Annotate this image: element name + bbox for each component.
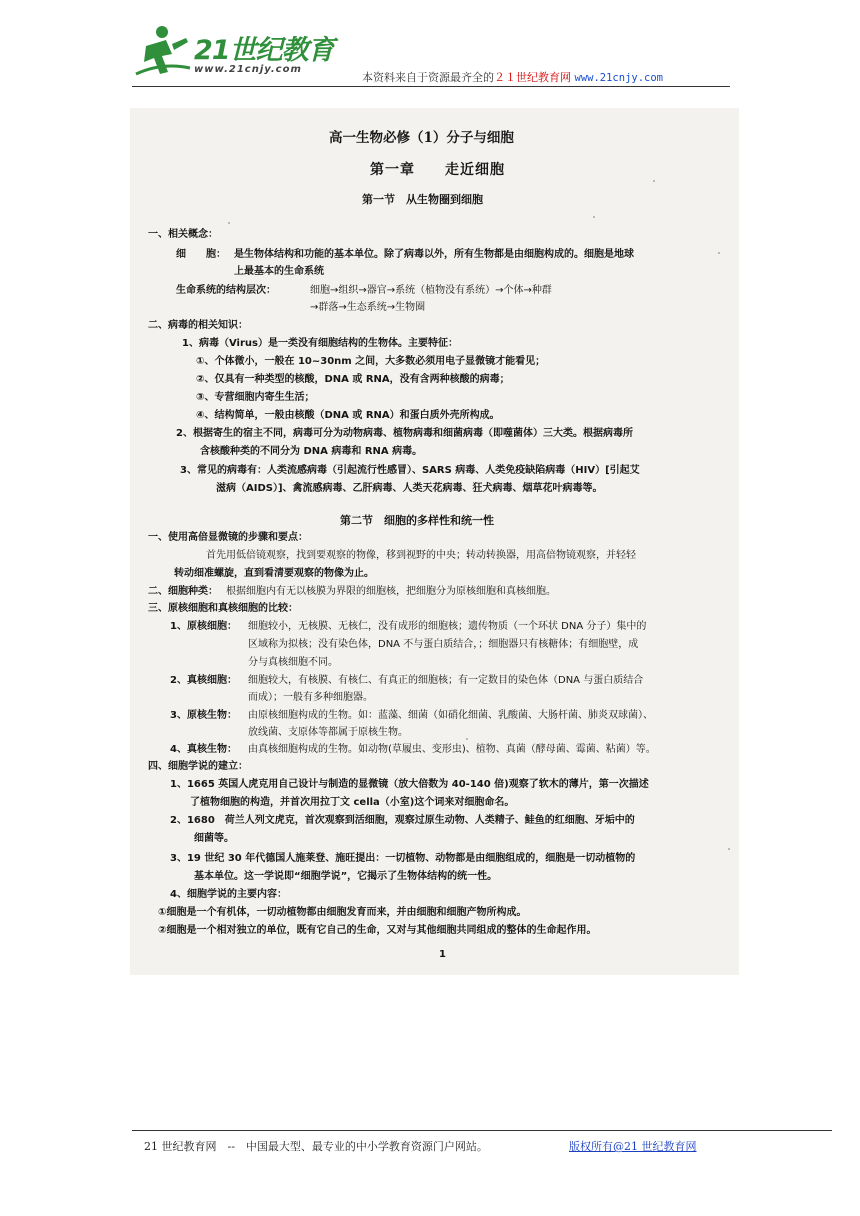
- virus-item-1: 1、病毒（Virus）是一类没有细胞结构的生物体。主要特征：: [182, 338, 458, 349]
- logo-text: 21世纪教育: [194, 35, 334, 66]
- eukaryotic-cell-line2: 而成）；一般有多种细胞器。: [248, 692, 373, 703]
- cell-label: 细 胞：: [176, 249, 226, 260]
- heading-cell-theory: 四、细胞学说的建立：: [148, 761, 248, 772]
- heading-comparison: 三、原核细胞和真核细胞的比较：: [148, 603, 298, 614]
- scan-speck: [653, 180, 655, 182]
- scanned-page-content: [130, 108, 739, 975]
- heading-concepts: 一、相关概念：: [148, 229, 218, 240]
- copyright-link[interactable]: 版权所有@21 世纪教育网: [569, 1140, 697, 1153]
- eukaryote-line1: 由真核细胞构成的生物。如动物(草履虫、变形虫)、植物、真菌（酵母菌、霉菌、粘菌）等。: [248, 744, 656, 755]
- logo-url: www.21cnjy.com: [194, 64, 302, 75]
- prokaryotic-cell-line3: 分与真核细胞不同。: [248, 657, 338, 668]
- theory-4-heading: 4、细胞学说的主要内容：: [170, 889, 287, 900]
- scanned-page: [130, 108, 739, 975]
- virus-item-2-line1: 2、根据寄生的宿主不同，病毒可分为动物病毒、植物病毒和细菌病毒（即噬菌体）三大类。根据病毒所: [176, 428, 633, 439]
- cell-definition-line1: 是生物体结构和功能的基本单位。除了病毒以外，所有生物都是由细胞构成的。细胞是地球: [234, 249, 634, 260]
- virus-item-1c: ③、专营细胞内寄生生活；: [196, 392, 315, 403]
- cell-types-label: 二、细胞种类：: [148, 586, 218, 597]
- theory-4-point1: ①细胞是一个有机体，一切动植物都由细胞发育而来，并由细胞和细胞产物所构成。: [158, 907, 527, 918]
- page-header: [0, 0, 860, 90]
- scan-speck: [466, 738, 468, 740]
- eukaryote-label: 4、真核生物：: [170, 744, 237, 755]
- heading-virus: 二、病毒的相关知识：: [148, 320, 248, 331]
- scan-speck: [728, 848, 730, 850]
- prokaryotic-cell-label: 1、原核细胞：: [170, 621, 237, 632]
- virus-item-2-line2: 含核酸种类的不同分为 DNA 病毒和 RNA 病毒。: [200, 446, 423, 457]
- logo[interactable]: [132, 22, 362, 84]
- theory-3-line2: 基本单位。这一学说即“细胞学说”，它揭示了生物体结构的统一性。: [194, 871, 498, 882]
- prokaryote-label: 3、原核生物：: [170, 710, 237, 721]
- virus-item-1a: ①、个体微小，一般在 10~30nm 之间，大多数必须用电子显微镜才能看见；: [196, 356, 546, 367]
- eukaryotic-cell-label: 2、真核细胞：: [170, 675, 237, 686]
- theory-1-line1: 1、1665 英国人虎克用自己设计与制造的显微镜（放大倍数为 40-140 倍)观察了软木的薄片，第一次描述: [170, 779, 649, 790]
- scan-speck: [593, 216, 595, 218]
- levels-label: 生命系统的结构层次：: [176, 285, 276, 296]
- chapter-title: 第一章 走近细胞: [370, 162, 505, 178]
- theory-2-line1: 2、1680 荷兰人列文虎克，首次观察到活细胞，观察过原生动物、人类精子、鲑鱼的红细胞、牙垢中的: [170, 815, 635, 826]
- eukaryotic-cell-line1: 细胞较大，有核膜、有核仁、有真正的细胞核；有一定数目的染色体（DNA 与蛋白质结合: [248, 675, 644, 686]
- runner-logo-icon: [132, 22, 192, 82]
- virus-item-1d: ④、结构简单，一般由核酸（DNA 或 RNA）和蛋白质外壳所构成。: [196, 410, 500, 421]
- prokaryote-line1: 由原核细胞构成的生物。如：蓝藻、细菌（如硝化细菌、乳酸菌、大肠杆菌、肺炎双球菌）、: [248, 710, 653, 721]
- source-site-link[interactable]: ２１世纪教育网: [494, 71, 571, 84]
- prokaryotic-cell-line1: 细胞较小，无核膜、无核仁，没有成形的细胞核；遗传物质（一个环状 DNA 分子）集中的: [248, 621, 647, 632]
- theory-3-line1: 3、19 世纪 30 年代德国人施莱登、施旺提出：一切植物、动物都是由细胞组成的，细胞是一切动植物的: [170, 853, 636, 864]
- cell-definition-line2: 上最基本的生命系统: [234, 266, 324, 277]
- section-title-1: 第一节 从生物圈到细胞: [362, 193, 483, 206]
- prokaryotic-cell-line2: 区域称为拟核；没有染色体，DNA 不与蛋白质结合，；细胞器只有核糖体；有细胞壁，成: [248, 639, 639, 650]
- document-title: 高一生物必修（1）分子与细胞: [329, 130, 514, 146]
- theory-1-line2: 了植物细胞的构造，并首次用拉丁文 cella（小室)这个词来对细胞命名。: [190, 797, 515, 808]
- source-line: [362, 69, 663, 85]
- virus-item-1b: ②、仅具有一种类型的核酸，DNA 或 RNA，没有含两种核酸的病毒；: [196, 374, 510, 385]
- theory-2-line2: 细菌等。: [194, 833, 234, 844]
- prokaryote-line2: 放线菌、支原体等都属于原核生物。: [248, 727, 408, 738]
- microscope-line1: 首先用低倍镜观察，找到要观察的物像，移到视野的中央；转动转换器，用高倍物镜观察，并轻轻: [206, 550, 636, 561]
- levels-line1: 细胞→组织→器官→系统（植物没有系统）→个体→种群: [310, 285, 552, 296]
- virus-item-3-line2: 滋病（AIDS）]、禽流感病毒、乙肝病毒、人类天花病毒、狂犬病毒、烟草花叶病毒等。: [216, 483, 603, 494]
- header-divider: [132, 86, 730, 87]
- microscope-line2: 转动细准螺旋，直到看清要观察的物像为止。: [174, 568, 374, 579]
- footer-divider: [132, 1130, 832, 1131]
- source-url-link[interactable]: www.21cnjy.com: [574, 72, 664, 84]
- virus-item-3-line1: 3、常见的病毒有：人类流感病毒（引起流行性感冒）、SARS 病毒、人类免疫缺陷病毒（HIV）[引起艾: [180, 465, 640, 476]
- scan-speck: [718, 252, 720, 254]
- source-prefix: 本资料来自于资源最齐全的: [362, 71, 494, 84]
- footer-text: 21 世纪教育网 -- 中国最大型、最专业的中小学教育资源门户网站。: [144, 1140, 488, 1153]
- section-title-2: 第二节 细胞的多样性和统一性: [340, 514, 494, 527]
- theory-4-point2: ②细胞是一个相对独立的单位，既有它自己的生命，又对与其他细胞共同组成的整体的生命起作用。: [158, 925, 597, 936]
- scan-speck: [228, 222, 230, 224]
- cell-types-text: 根据细胞内有无以核膜为界限的细胞核，把细胞分为原核细胞和真核细胞。: [226, 586, 556, 597]
- heading-microscope: 一、使用高倍显微镜的步骤和要点：: [148, 532, 308, 543]
- page-number: 1: [439, 949, 446, 960]
- levels-line2: →群落→生态系统→生物圈: [310, 302, 426, 313]
